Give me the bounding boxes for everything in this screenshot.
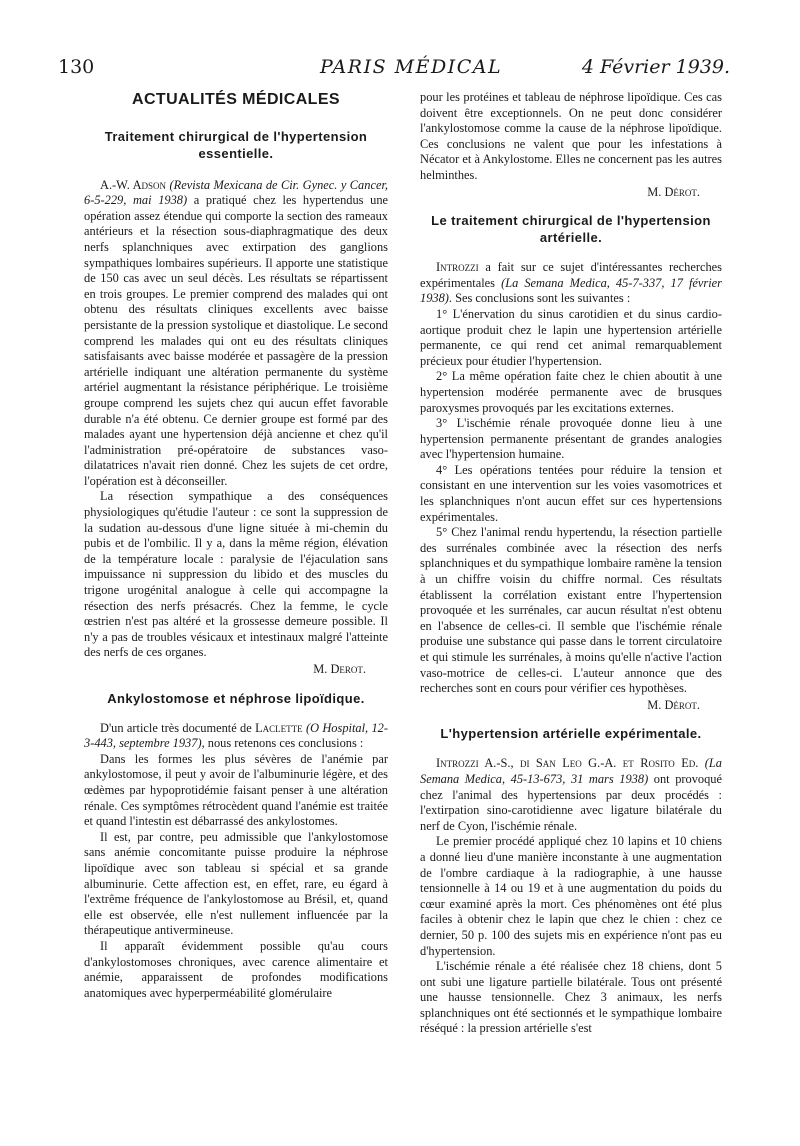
article-title: Le traitement chirurgical de l'hypertension artérielle. — [431, 213, 711, 246]
article-paragraph: Introzzi A.-S., di San Leo G.-A. et Rosito Ed. (La Semana Medica, 45-13-673, 31 mars 1938) ont provoqué chez l'animal des hypertensions par deux procédés : l'extirpation sino-carotidienne avec ligature bilatérale du nerf de Cyon, l'ischémie rénale. — [420, 756, 722, 833]
section-title: ACTUALITÉS MÉDICALES — [132, 91, 340, 108]
article-title: Ankylostomose et néphrose lipoïdique. — [107, 690, 365, 706]
numbered-conclusion: 1° L'énervation du sinus carotidien et du sinus cardio-aortique produit chez le lapin une hypertension artérielle permanente, ce qui rend cet animal remarquablement précieux pour étudier l'hypertension. — [420, 306, 722, 368]
signature: M. Dérot. — [647, 184, 700, 199]
article-paragraph: L'ischémie rénale a été réalisée chez 18 chiens, dont 5 ont subi une ligature partielle bilatérale. Tous ont présenté une hausse tensionnelle. Chez 3 animaux, les nerfs splanchniques ont été sectionnés et le sympathique lombaire réséqué : la pression artérielle s'est — [420, 959, 722, 1036]
left-column — [84, 92, 388, 1001]
article-paragraph: Introzzi a fait sur ce sujet d'intéressantes recherches expérimentales (La Semana Medica, 45-7-337, 17 février 1938). Ses conclusions sont les suivantes : — [420, 260, 722, 306]
signature: M. Dérot. — [647, 697, 700, 712]
right-column — [420, 90, 722, 1037]
citation: (Revista Mexicana de Cir. Gynec. y Cancer, 6-5-229, mai 1938) — [84, 177, 388, 208]
journal-title: PARIS MÉDICAL — [320, 56, 503, 78]
article-paragraph: La résection sympathique a des conséquences physiologiques qu'étudie l'auteur : ce sont la suppression de la sudation au-dessous d'une ligne située à mi-chemin du pubis et de l'ombilic. Il y a, dans la même région, élévation de la température locale : paralysie de l'éjaculation sans impuissance ni suppression du libido et des muscles du trigone urogénital analogue à celle qui accompagne la résection des nerfs présacrés. Chez la femme, le cycle œstrien n'est pas altéré et la grossesse demeure possible. Il n'y a pas de troubles vésicaux et intestinaux malgré l'atteinte des nerfs de ces organes. — [84, 489, 388, 660]
article-paragraph: A.-W. Adson (Revista Mexicana de Cir. Gynec. y Cancer, 6-5-229, mai 1938) a pratiqué chez les hypertendus une opération assez étendue qui comporte la section des rameaux antérieurs et la résection sous-diaphragmatique des deux nerfs splanchniques avec extirpation des ganglions sympathiques lombaires supérieurs. Il apporte une statistique de 150 cas avec un seul décès. Les résultats se répartissent en trois groupes. Le premier comprend des malades qui ont obtenu des résultats cliniques excellents avec baisse persistante de la pression systolique et diastolique. Le second comprend les malades qui ont eu des résultats cliniques satisfaisants avec baisse modérée et passagère de la pression artérielle indiquant une altération permanente du système artériel augmentant la résistance périphérique. Le troisième groupe comprend les sujets chez qui aucun effet favorable durable n'a été obtenu. Ce dernier groupe est formé par des malades ayant une hypertension déjà ancienne et chez qu'il l'administration pré-opératoire de substances vaso-dilatatrices n'avait rien donné. Chez les sujets de cet ordre, l'opération est à déconseiller. — [84, 177, 389, 488]
signature: M. Derot. — [313, 662, 366, 676]
article-paragraph: D'un article très documenté de Laclette (O Hospital, 12-3-443, septembre 1937), nous retenons ces conclusions : — [84, 720, 388, 751]
numbered-conclusion: 2° La même opération faite chez le chien aboutit à une hypertension modérée permanente avec de brusques paroxysmes provoqués par les excitations externes. — [420, 369, 722, 415]
issue-date: 4 Février 1939. — [581, 56, 730, 78]
citation: (La Semana Medica, 45-13-673, 31 mars 1938) — [420, 756, 722, 786]
article-paragraph: Dans les formes les plus sévères de l'anémie par ankylostomose, il peut y avoir de l'albuminurie légère, et des œdèmes par hypoprotidémie faisant penser à une altération rénale. Ces symptômes rétrocèdent quand l'anémie est traitée et quand l'intestin est débarrassé des ankylostomes. — [84, 751, 388, 829]
article-paragraph: Il apparaît évidemment possible qu'au cours d'ankylostomoses chroniques, avec carence alimentaire et anémie, apparaissent de profondes modifications anatomiques avec hyperperméabilité glomérulaire — [84, 938, 388, 1000]
author-name: Introzzi — [436, 260, 479, 275]
article-title: Traitement chirurgical de l'hypertension essentielle. — [104, 128, 368, 161]
article-title: L'hypertension artérielle expérimentale. — [440, 726, 702, 742]
numbered-conclusion: 5° Chez l'animal rendu hypertendu, la résection partielle des surrénales combinée avec la résection des nerfs splanchniques et du sympathique lombaire ramène la tension à un chiffre voisin du chiffre normal. Ces résultats établissent la corrélation existant entre l'hypertension provoquée et les surrénales, car aucun résultat n'est obtenu en l'absence de celles-ci. Il semble que l'ischémie rénale produise une substance qui passe dans le torrent circulatoire et qui stimule les surrénales, à moins qu'elle n'active l'action vaso-motrice de celles-ci. L'auteur annonce que des recherches sont en cours pour vérifier ces hypothèses. — [420, 525, 722, 696]
article-paragraph: Il est, par contre, peu admissible que l'ankylostomose sans anémie concomitante puisse produire la néphrose lipoïdique avec son tableau si spécial et sa grande albuminurie. Cette affection est, en effet, rare, eu égard à l'extrême fréquence de l'ankylostomose au Brésil, et, quand elle est observée, elle n'est nullement influencée par la thérapeutique antivermineuse. — [84, 829, 388, 938]
author-name: Introzzi A.-S., di San Leo G.-A. et Rosito Ed. — [436, 756, 699, 771]
author-name: Laclette — [255, 720, 303, 735]
author-name: A.-W. Adson — [100, 177, 167, 192]
running-header — [58, 56, 730, 86]
article-paragraph: Le premier procédé appliqué chez 10 lapins et 10 chiens a donné lieu d'une manière inconstante à une augmentation de l'ombre cardiaque à la radiographie, à une hausse tensionnelle à 14 ou 19 et à une augmentation du poids du cœur examiné après la mort. Ces phénomènes ont été plus faciles à obtenir chez le lapin que chez le chien : chez ce dernier, 50 p. 100 des sujets mis en expérience n'ont pas eu d'hypertension. — [420, 834, 722, 958]
numbered-conclusion: 3° L'ischémie rénale provoquée donne lieu à une hypertension permanente présentant de grandes analogies avec l'hypertension humaine. — [420, 416, 722, 462]
numbered-conclusion: 4° Les opérations tentées pour réduire la tension et consistant en une intervention sur les voies vasomotrices et les splanchniques n'ont aucun effet sur ces hypertensions expérimentales. — [420, 462, 722, 524]
article-paragraph-continued: pour les protéines et tableau de néphrose lipoïdique. Ces cas doivent être exceptionnels. On ne peut donc considérer l'ankylostomose comme la cause de la néphrose lipoïdique. Ces conclusions ne valent que pour les infestations à Nécator et à Ankylostome. Elles ne concernent pas les autres helminthes. — [420, 90, 722, 182]
page-number: 130 — [58, 56, 95, 78]
citation: (O Hospital, 12-3-443, septembre 1937) — [84, 720, 388, 751]
citation: (La Semana Medica, 45-7-337, 17 février 1938) — [420, 275, 722, 306]
